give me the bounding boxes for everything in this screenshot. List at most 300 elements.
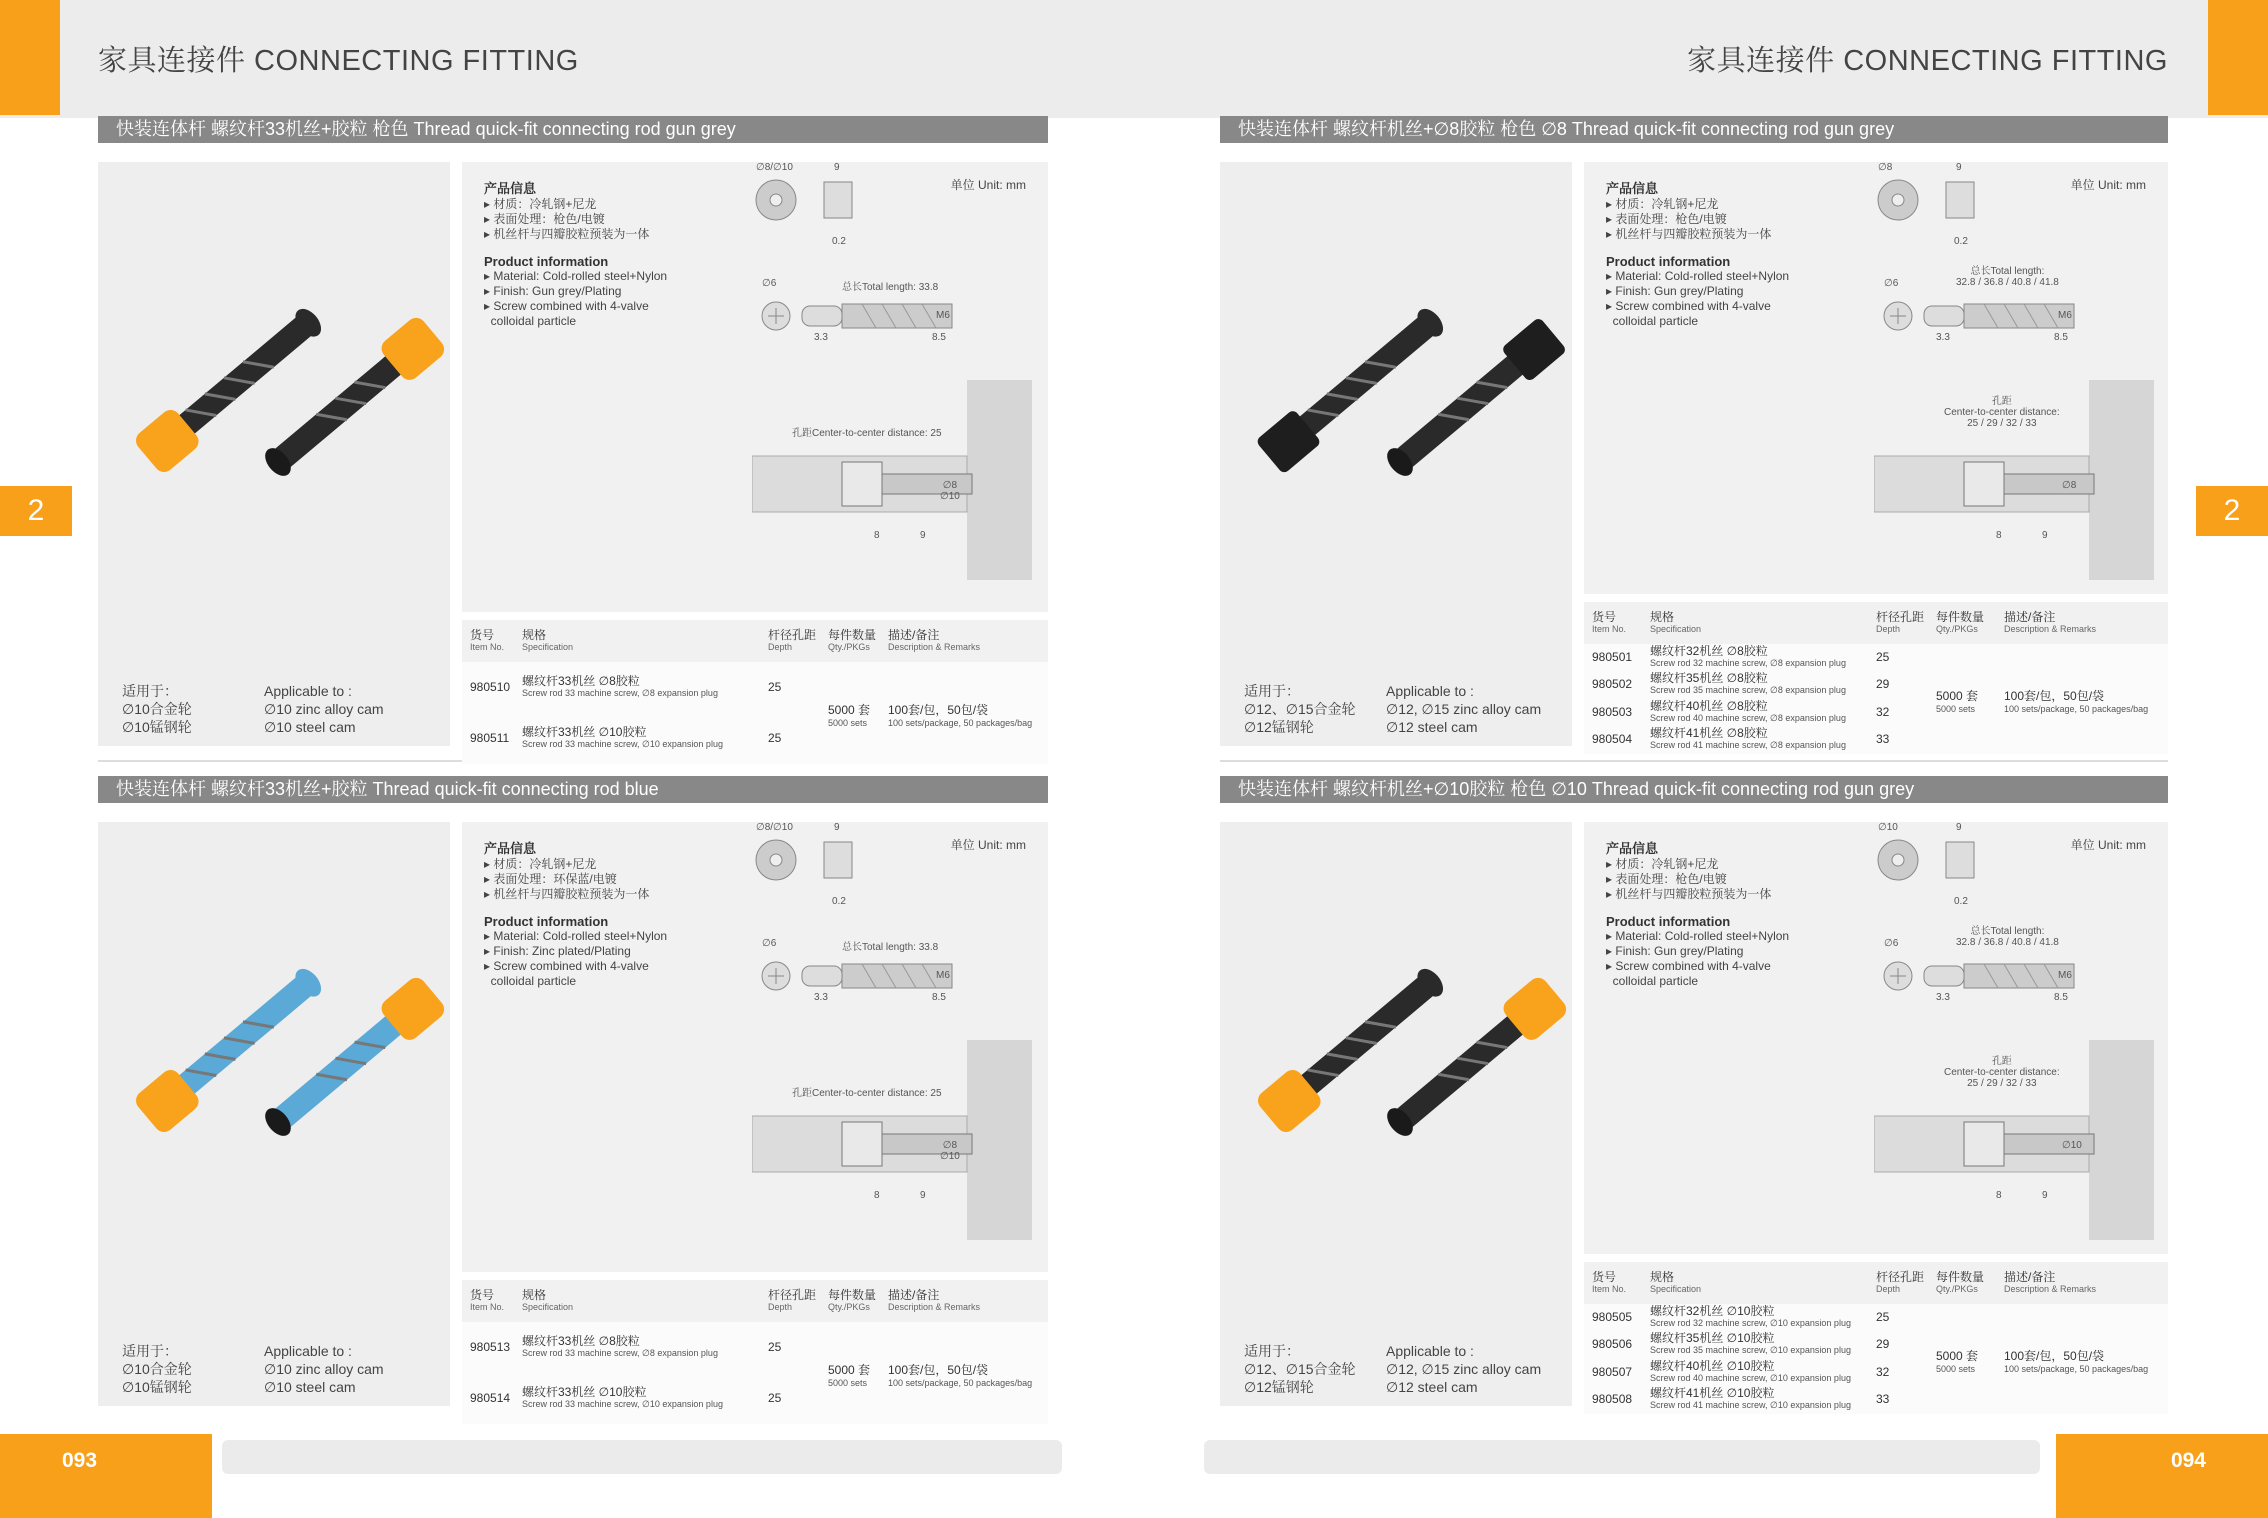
drawing-label: 8.5: [932, 332, 946, 343]
info-cn-line: ▸ 表面处理：枪色/电镀: [1606, 212, 1727, 226]
table-header-cn: 货号: [1592, 1270, 1617, 1284]
footer-bar-right: [1204, 1440, 2040, 1474]
applicable-cn: [1244, 682, 1356, 736]
info-en-title: Product information: [1606, 914, 1731, 929]
desc-en: 100 sets/package, 50 packages/bag: [888, 718, 1033, 728]
product-info-panel: [462, 822, 1048, 1272]
table-header-en: Item No.: [470, 1302, 505, 1312]
chapter-tab-left: 2: [0, 486, 72, 536]
table-header-en: Description & Remarks: [2004, 1284, 2097, 1294]
footer-bar-left: [222, 1440, 1062, 1474]
info-en-title: Product information: [484, 914, 609, 929]
product-photo-panel: [1220, 162, 1572, 746]
spec-cell: [1650, 672, 1846, 696]
item-no: 980513: [470, 1339, 511, 1354]
table-row: [1584, 1304, 2168, 1332]
info-en-line: ▸ Finish: Gun grey/Plating: [1606, 284, 1744, 298]
product-illustration: [98, 882, 450, 1242]
info-en-line: colloidal particle: [484, 974, 577, 988]
table-header-en: Depth: [768, 642, 793, 652]
drawing-label: 总长Total length: 33.8: [842, 942, 939, 953]
applicable-en-line: ∅10 zinc alloy cam: [264, 1361, 384, 1377]
spec-en: Screw rod 40 machine screw, ∅10 expansion plug: [1650, 1372, 1851, 1383]
spec-cell: [1650, 1332, 1851, 1356]
table-header-en: Depth: [1876, 624, 1901, 634]
product-illustration: [1220, 882, 1572, 1242]
table-header-en: Specification: [522, 642, 574, 652]
depth-cell: 25: [768, 679, 782, 694]
drawing-label: ∅10: [1878, 822, 1898, 833]
applicable-en: [264, 682, 384, 736]
spec-cell: [1650, 1360, 1851, 1384]
applicable-cn-line: 适用于：: [122, 1343, 178, 1359]
product-photo-panel: [98, 162, 450, 746]
footer-accent-right: [2056, 1434, 2268, 1518]
info-cn-line: ▸ 机丝杆与四瓣胶粒预装为一体: [1606, 887, 1772, 901]
table-header-en: Depth: [1876, 1284, 1901, 1294]
table-header-cell: [888, 1288, 980, 1312]
applicable-cn: [1244, 1342, 1356, 1396]
applicable-en: [1386, 1342, 1541, 1396]
applicable-cn-line: 适用于：: [1244, 683, 1300, 699]
drawing-label: 9: [1956, 162, 1962, 173]
applicable-en-line: ∅12, ∅15 zinc alloy cam: [1386, 701, 1542, 717]
table-header-cell: [522, 628, 573, 652]
table-row: [1584, 644, 2168, 672]
drawing-label: ∅6: [1884, 938, 1899, 949]
info-cn-title: 产品信息: [1606, 181, 1659, 196]
spec-en: Screw rod 32 machine screw, ∅10 expansion plug: [1650, 1317, 1851, 1328]
table-header-cell: [1650, 610, 1701, 634]
info-en-line: colloidal particle: [1606, 314, 1699, 328]
item-no: 980502: [1592, 677, 1633, 692]
info-en-line: ▸ Material: Cold-rolled steel+Nylon: [484, 929, 668, 943]
qty-cn: 5000 套: [1936, 1349, 1979, 1363]
drawing-label: M6: [2058, 310, 2072, 321]
spec-table: [462, 620, 1048, 764]
applicable-en-line: Applicable to :: [1386, 1343, 1474, 1359]
table-header-en: Qty./PKGs: [1936, 1284, 1978, 1294]
info-en-line: ▸ Material: Cold-rolled steel+Nylon: [484, 269, 668, 283]
depth-cell: 25: [768, 1390, 782, 1405]
header-title-left: 家具连接件 CONNECTING FITTING: [98, 45, 579, 77]
drawing-label: M6: [936, 310, 950, 321]
drawing-label: ∅8/∅10: [756, 162, 793, 173]
spec-table: [462, 1280, 1048, 1424]
applicable-en-line: Applicable to :: [264, 683, 352, 699]
info-en-line: colloidal particle: [1606, 974, 1699, 988]
table-header-cn: 规格: [522, 628, 547, 642]
applicable-en-line: ∅12 steel cam: [1386, 719, 1478, 735]
table-header-en: Specification: [1650, 1284, 1702, 1294]
desc-cn: 100套/包，50包/袋: [2004, 689, 2105, 703]
table-header-cn: 货号: [470, 1288, 495, 1302]
product-info-panel: [1584, 162, 2168, 594]
divider-right: [1220, 760, 2168, 762]
drawing-label: 3.3: [814, 332, 828, 343]
table-body: [1584, 1304, 2168, 1414]
table-header-cell: [888, 628, 980, 652]
spec-cell: [1650, 1387, 1851, 1411]
applicable-cn-line: ∅10合金轮: [122, 1361, 192, 1377]
table-header-en: Item No.: [1592, 624, 1627, 634]
table-header-cell: [1936, 610, 1984, 634]
spec-cn: 螺纹杆33机丝 ∅8胶粒: [522, 673, 640, 688]
applicable-cn-line: ∅12锰钢轮: [1244, 1379, 1314, 1395]
table-header-cell: [828, 1288, 876, 1312]
drawing-label: 9: [834, 162, 840, 173]
table-header-cell: [1876, 610, 1924, 634]
drawing-label: 总长Total length: 32.8 / 36.8 / 40.8 / 41.8: [1956, 266, 2059, 288]
info-cn-line: ▸ 机丝杆与四瓣胶粒预装为一体: [484, 887, 650, 901]
product-photo-panel: [1220, 822, 1572, 1406]
depth-cell: 25: [768, 1339, 782, 1354]
applicable-en-line: ∅12 steel cam: [1386, 1379, 1478, 1395]
table-header-en: Description & Remarks: [888, 1302, 981, 1312]
drawing-label: 0.2: [832, 236, 846, 247]
applicable-cn-line: ∅10合金轮: [122, 701, 192, 717]
table-header-cell: [1592, 610, 1626, 634]
table-header-cell: [768, 628, 816, 652]
drawing-label: 3.3: [1936, 332, 1950, 343]
table-header-en: Description & Remarks: [888, 642, 981, 652]
spec-cn: 螺纹杆35机丝 ∅10胶粒: [1650, 1331, 1775, 1346]
table-header-cn: 描述/备注: [2004, 610, 2056, 624]
spec-en: Screw rod 33 machine screw, ∅8 expansion plug: [522, 687, 718, 698]
depth-cell: 33: [1876, 1392, 1890, 1407]
table-header-cn: 规格: [1650, 1270, 1675, 1284]
qty-en: 5000 sets: [1936, 1364, 1976, 1374]
drawing-label: M6: [2058, 970, 2072, 981]
spec-cn: 螺纹杆40机丝 ∅10胶粒: [1650, 1358, 1775, 1373]
spec-en: Screw rod 35 machine screw, ∅10 expansion plug: [1650, 1345, 1851, 1356]
info-cn-title: 产品信息: [1606, 841, 1659, 856]
table-header-cell: [1876, 1270, 1924, 1294]
info-en-line: ▸ Material: Cold-rolled steel+Nylon: [1606, 929, 1790, 943]
drawing-label: 孔距 Center-to-center distance: 25 / 29 / 32 / 33: [1944, 396, 2060, 429]
info-cn-line: ▸ 材质：冷轧钢+尼龙: [484, 197, 597, 211]
technical-drawing: [752, 822, 1032, 1242]
table-header-en: Depth: [768, 1302, 793, 1312]
unit-label: 单位 Unit: mm: [950, 178, 1026, 192]
applicable-cn-line: ∅12、∅15合金轮: [1244, 701, 1356, 717]
table-header-cn: 每件数量: [1936, 1270, 1985, 1284]
drawing-label: 9: [2042, 1190, 2048, 1201]
page-number-left: 093: [62, 1449, 98, 1472]
drawing-label: ∅6: [762, 278, 777, 289]
table-header-en: Item No.: [470, 642, 505, 652]
info-cn-line: ▸ 材质：冷轧钢+尼龙: [1606, 197, 1719, 211]
drawing-label: 9: [2042, 530, 2048, 541]
drawing-label: 0.2: [1954, 236, 1968, 247]
info-en-title: Product information: [1606, 254, 1731, 269]
spec-table: [1584, 1262, 2168, 1414]
drawing-label: 8: [874, 1190, 880, 1201]
depth-cell: 32: [1876, 1364, 1890, 1379]
desc-en: 100 sets/package, 50 packages/bag: [888, 1378, 1033, 1388]
unit-label: 单位 Unit: mm: [950, 838, 1026, 852]
drawing-label: 8.5: [932, 992, 946, 1003]
table-header-cell: [1650, 1270, 1701, 1294]
table-header-cell: [828, 628, 876, 652]
item-no: 980507: [1592, 1364, 1633, 1379]
table-header-cn: 杆径孔距: [1876, 610, 1925, 624]
item-no: 980514: [470, 1390, 511, 1405]
table-header-cell: [2004, 1270, 2096, 1294]
applicable-cn-line: ∅12、∅15合金轮: [1244, 1361, 1356, 1377]
applicable-cn-line: 适用于：: [122, 683, 178, 699]
product-info-text: [484, 838, 784, 989]
qty-en: 5000 sets: [828, 718, 868, 728]
drawing-label: 9: [920, 530, 926, 541]
table-header-cn: 货号: [1592, 610, 1617, 624]
spec-cell: [1650, 1305, 1851, 1329]
drawing-label: ∅8: [1878, 162, 1893, 173]
unit-label: 单位 Unit: mm: [2070, 178, 2146, 192]
chapter-tab-right: 2: [2196, 486, 2268, 536]
info-cn-line: ▸ 表面处理：环保蓝/电镀: [484, 872, 617, 886]
depth-cell: 32: [1876, 704, 1890, 719]
applicable-cn-line: ∅12锰钢轮: [1244, 719, 1314, 735]
spec-cell: [1650, 645, 1846, 669]
spec-cn: 螺纹杆41机丝 ∅8胶粒: [1650, 726, 1768, 741]
spec-cell: [522, 1335, 718, 1359]
table-header-cell: [1936, 1270, 1984, 1294]
table-header-en: Specification: [1650, 624, 1702, 634]
drawing-label: ∅6: [1884, 278, 1899, 289]
drawing-label: 总长Total length: 32.8 / 36.8 / 40.8 / 41.8: [1956, 926, 2059, 948]
info-cn-line: ▸ 机丝杆与四瓣胶粒预装为一体: [484, 227, 650, 241]
depth-cell: 33: [1876, 732, 1890, 747]
section-title: 快装连体杆 螺纹杆机丝+∅8胶粒 枪色 ∅8 Thread quick-fit connecting rod gun grey: [1220, 116, 2168, 143]
spec-cn: 螺纹杆40机丝 ∅8胶粒: [1650, 698, 1768, 713]
depth-cell: 25: [768, 730, 782, 745]
header-title-right: 家具连接件 CONNECTING FITTING: [1687, 45, 2168, 77]
spec-en: Screw rod 33 machine screw, ∅10 expansion plug: [522, 1398, 723, 1409]
applicable-en: [1386, 682, 1541, 736]
product-section: [1220, 116, 2168, 756]
qty-en: 5000 sets: [1936, 704, 1976, 714]
drawing-label: 孔距 Center-to-center distance: 25 / 29 / 32 / 33: [1944, 1056, 2060, 1089]
depth-cell: 29: [1876, 677, 1890, 692]
spec-cn: 螺纹杆35机丝 ∅8胶粒: [1650, 671, 1768, 686]
item-no: 980510: [470, 679, 511, 694]
qty-cn: 5000 套: [828, 1363, 871, 1377]
spec-cell: [1650, 700, 1846, 724]
spec-cn: 螺纹杆33机丝 ∅8胶粒: [522, 1333, 640, 1348]
info-cn-title: 产品信息: [484, 181, 537, 196]
table-body: [462, 662, 1048, 764]
table-body: [1584, 644, 2168, 754]
item-no: 980505: [1592, 1309, 1633, 1324]
drawing-label: 0.2: [832, 896, 846, 907]
info-en-line: ▸ Screw combined with 4-valve: [1606, 959, 1771, 973]
drawing-label: 3.3: [814, 992, 828, 1003]
drawing-label: 8.5: [2054, 332, 2068, 343]
header-accent-right: [2208, 0, 2268, 115]
table-row: [1584, 727, 2168, 755]
qty-cell: [828, 701, 870, 728]
info-cn-line: ▸ 表面处理：枪色/电镀: [1606, 872, 1727, 886]
spec-cn: 螺纹杆33机丝 ∅10胶粒: [522, 724, 647, 739]
desc-cell: [2004, 1347, 2148, 1374]
section-title: 快装连体杆 螺纹杆33机丝+胶粒 Thread quick-fit connecting rod blue: [98, 776, 1048, 803]
info-cn-line: ▸ 材质：冷轧钢+尼龙: [484, 857, 597, 871]
info-en-line: ▸ Material: Cold-rolled steel+Nylon: [1606, 269, 1790, 283]
table-header-cn: 货号: [470, 628, 495, 642]
spec-en: Screw rod 41 machine screw, ∅8 expansion plug: [1650, 740, 1846, 751]
applicable-cn: [122, 1342, 192, 1396]
table-header-cn: 规格: [1650, 610, 1675, 624]
drawing-label: 9: [1956, 822, 1962, 833]
spec-cn: 螺纹杆32机丝 ∅10胶粒: [1650, 1303, 1775, 1318]
drawing-label: 总长Total length: 33.8: [842, 282, 939, 293]
info-en-line: ▸ Screw combined with 4-valve: [484, 959, 649, 973]
qty-en: 5000 sets: [828, 1378, 868, 1388]
table-header-en: Specification: [522, 1302, 574, 1312]
table-header-en: Item No.: [1592, 1284, 1627, 1294]
table-body: [462, 1322, 1048, 1424]
depth-cell: 25: [1876, 1309, 1890, 1324]
applicable-en-line: ∅10 steel cam: [264, 1379, 356, 1395]
info-en-line: ▸ Screw combined with 4-valve: [484, 299, 649, 313]
spec-table: [1584, 602, 2168, 754]
applicable-cn: [122, 682, 192, 736]
info-en-line: ▸ Finish: Zinc plated/Plating: [484, 944, 631, 958]
info-cn-title: 产品信息: [484, 841, 537, 856]
qty-cell: [1936, 687, 1978, 714]
item-no: 980508: [1592, 1392, 1633, 1407]
desc-cn: 100套/包，50包/袋: [2004, 1349, 2105, 1363]
applicable-cn-line: ∅10锰钢轮: [122, 719, 192, 735]
technical-drawing: [752, 162, 1032, 582]
section-title: 快装连体杆 螺纹杆机丝+∅10胶粒 枪色 ∅10 Thread quick-fit connecting rod gun grey: [1220, 776, 2168, 803]
qty-cell: [828, 1361, 870, 1388]
depth-cell: 25: [1876, 649, 1890, 664]
table-header-cell: [768, 1288, 816, 1312]
product-info-text: [1606, 838, 1906, 989]
table-row: [1584, 1387, 2168, 1415]
qty-cn: 5000 套: [828, 703, 871, 717]
drawing-label: 8.5: [2054, 992, 2068, 1003]
table-header-en: Qty./PKGs: [1936, 624, 1978, 634]
drawing-label: ∅8: [2062, 480, 2077, 491]
spec-en: Screw rod 35 machine screw, ∅8 expansion plug: [1650, 685, 1846, 696]
table-header-en: Qty./PKGs: [828, 642, 870, 652]
spec-en: Screw rod 33 machine screw, ∅10 expansion plug: [522, 738, 723, 749]
drawing-label: ∅8 ∅10: [940, 1140, 960, 1162]
drawing-label: 8: [1996, 530, 2002, 541]
section-title: 快装连体杆 螺纹杆33机丝+胶粒 枪色 Thread quick-fit connecting rod gun grey: [98, 116, 1048, 143]
drawing-label: 8: [874, 530, 880, 541]
product-info-text: [484, 178, 784, 329]
product-info-panel: [1584, 822, 2168, 1254]
table-header-cn: 杆径孔距: [768, 1288, 817, 1302]
drawing-label: 孔距Center-to-center distance: 25: [792, 428, 942, 439]
footer-accent-left: [0, 1434, 212, 1518]
drawing-label: 0.2: [1954, 896, 1968, 907]
table-header-en: Qty./PKGs: [828, 1302, 870, 1312]
product-section: [1220, 776, 2168, 1416]
technical-drawing: [1874, 162, 2154, 582]
item-no: 980506: [1592, 1337, 1633, 1352]
table-header-cn: 杆径孔距: [768, 628, 817, 642]
info-en-line: colloidal particle: [484, 314, 577, 328]
table-header-cell: [470, 1288, 504, 1312]
product-info-text: [1606, 178, 1906, 329]
table-header-cn: 每件数量: [1936, 610, 1985, 624]
product-section: [98, 116, 1048, 756]
drawing-label: 9: [834, 822, 840, 833]
applicable-en: [264, 1342, 384, 1396]
table-header-cell: [470, 628, 504, 652]
table-header-cell: [1592, 1270, 1626, 1294]
info-en-line: ▸ Screw combined with 4-valve: [1606, 299, 1771, 313]
product-photo-panel: [98, 822, 450, 1406]
desc-cn: 100套/包，50包/袋: [888, 1363, 989, 1377]
desc-cell: [2004, 687, 2148, 714]
applicable-en-line: ∅10 steel cam: [264, 719, 356, 735]
applicable-cn-line: 适用于：: [1244, 1343, 1300, 1359]
spec-en: Screw rod 41 machine screw, ∅10 expansion plug: [1650, 1400, 1851, 1411]
spec-en: Screw rod 40 machine screw, ∅8 expansion plug: [1650, 712, 1846, 723]
info-cn-line: ▸ 机丝杆与四瓣胶粒预装为一体: [1606, 227, 1772, 241]
applicable-en-line: Applicable to :: [1386, 683, 1474, 699]
drawing-label: 9: [920, 1190, 926, 1201]
spec-cn: 螺纹杆41机丝 ∅10胶粒: [1650, 1386, 1775, 1401]
spec-cn: 螺纹杆32机丝 ∅8胶粒: [1650, 643, 1768, 658]
desc-cell: [888, 1361, 1032, 1388]
product-illustration: [98, 222, 450, 582]
info-cn-line: ▸ 材质：冷轧钢+尼龙: [1606, 857, 1719, 871]
table-header-cn: 每件数量: [828, 628, 877, 642]
header-accent-left: [0, 0, 60, 115]
desc-cn: 100套/包，50包/袋: [888, 703, 989, 717]
spec-cn: 螺纹杆33机丝 ∅10胶粒: [522, 1384, 647, 1399]
desc-en: 100 sets/package, 50 packages/bag: [2004, 704, 2149, 714]
applicable-en-line: Applicable to :: [264, 1343, 352, 1359]
table-header-cell: [522, 1288, 573, 1312]
table-header-cn: 规格: [522, 1288, 547, 1302]
spec-cell: [522, 1386, 723, 1410]
drawing-label: M6: [936, 970, 950, 981]
spec-cell: [522, 726, 723, 750]
drawing-label: ∅6: [762, 938, 777, 949]
drawing-label: ∅8 ∅10: [940, 480, 960, 502]
drawing-label: 8: [1996, 1190, 2002, 1201]
drawing-label: ∅10: [2062, 1140, 2082, 1151]
product-illustration: [1220, 222, 1572, 582]
page-number-right: 094: [2170, 1449, 2206, 1472]
info-en-line: ▸ Finish: Gun grey/Plating: [1606, 944, 1744, 958]
table-header-cn: 描述/备注: [888, 1288, 940, 1302]
unit-label: 单位 Unit: mm: [2070, 838, 2146, 852]
item-no: 980511: [470, 730, 510, 745]
table-header-cell: [2004, 610, 2096, 634]
table-header-cn: 描述/备注: [2004, 1270, 2056, 1284]
info-cn-line: ▸ 表面处理：枪色/电镀: [484, 212, 605, 226]
spec-en: Screw rod 32 machine screw, ∅8 expansion plug: [1650, 657, 1846, 668]
drawing-label: 孔距Center-to-center distance: 25: [792, 1088, 942, 1099]
product-section: [98, 776, 1048, 1416]
qty-cell: [1936, 1347, 1978, 1374]
spec-cell: [1650, 727, 1846, 751]
product-info-panel: [462, 162, 1048, 612]
drawing-label: ∅8/∅10: [756, 822, 793, 833]
spec-cell: [522, 675, 718, 699]
table-header-cn: 杆径孔距: [1876, 1270, 1925, 1284]
drawing-label: 3.3: [1936, 992, 1950, 1003]
